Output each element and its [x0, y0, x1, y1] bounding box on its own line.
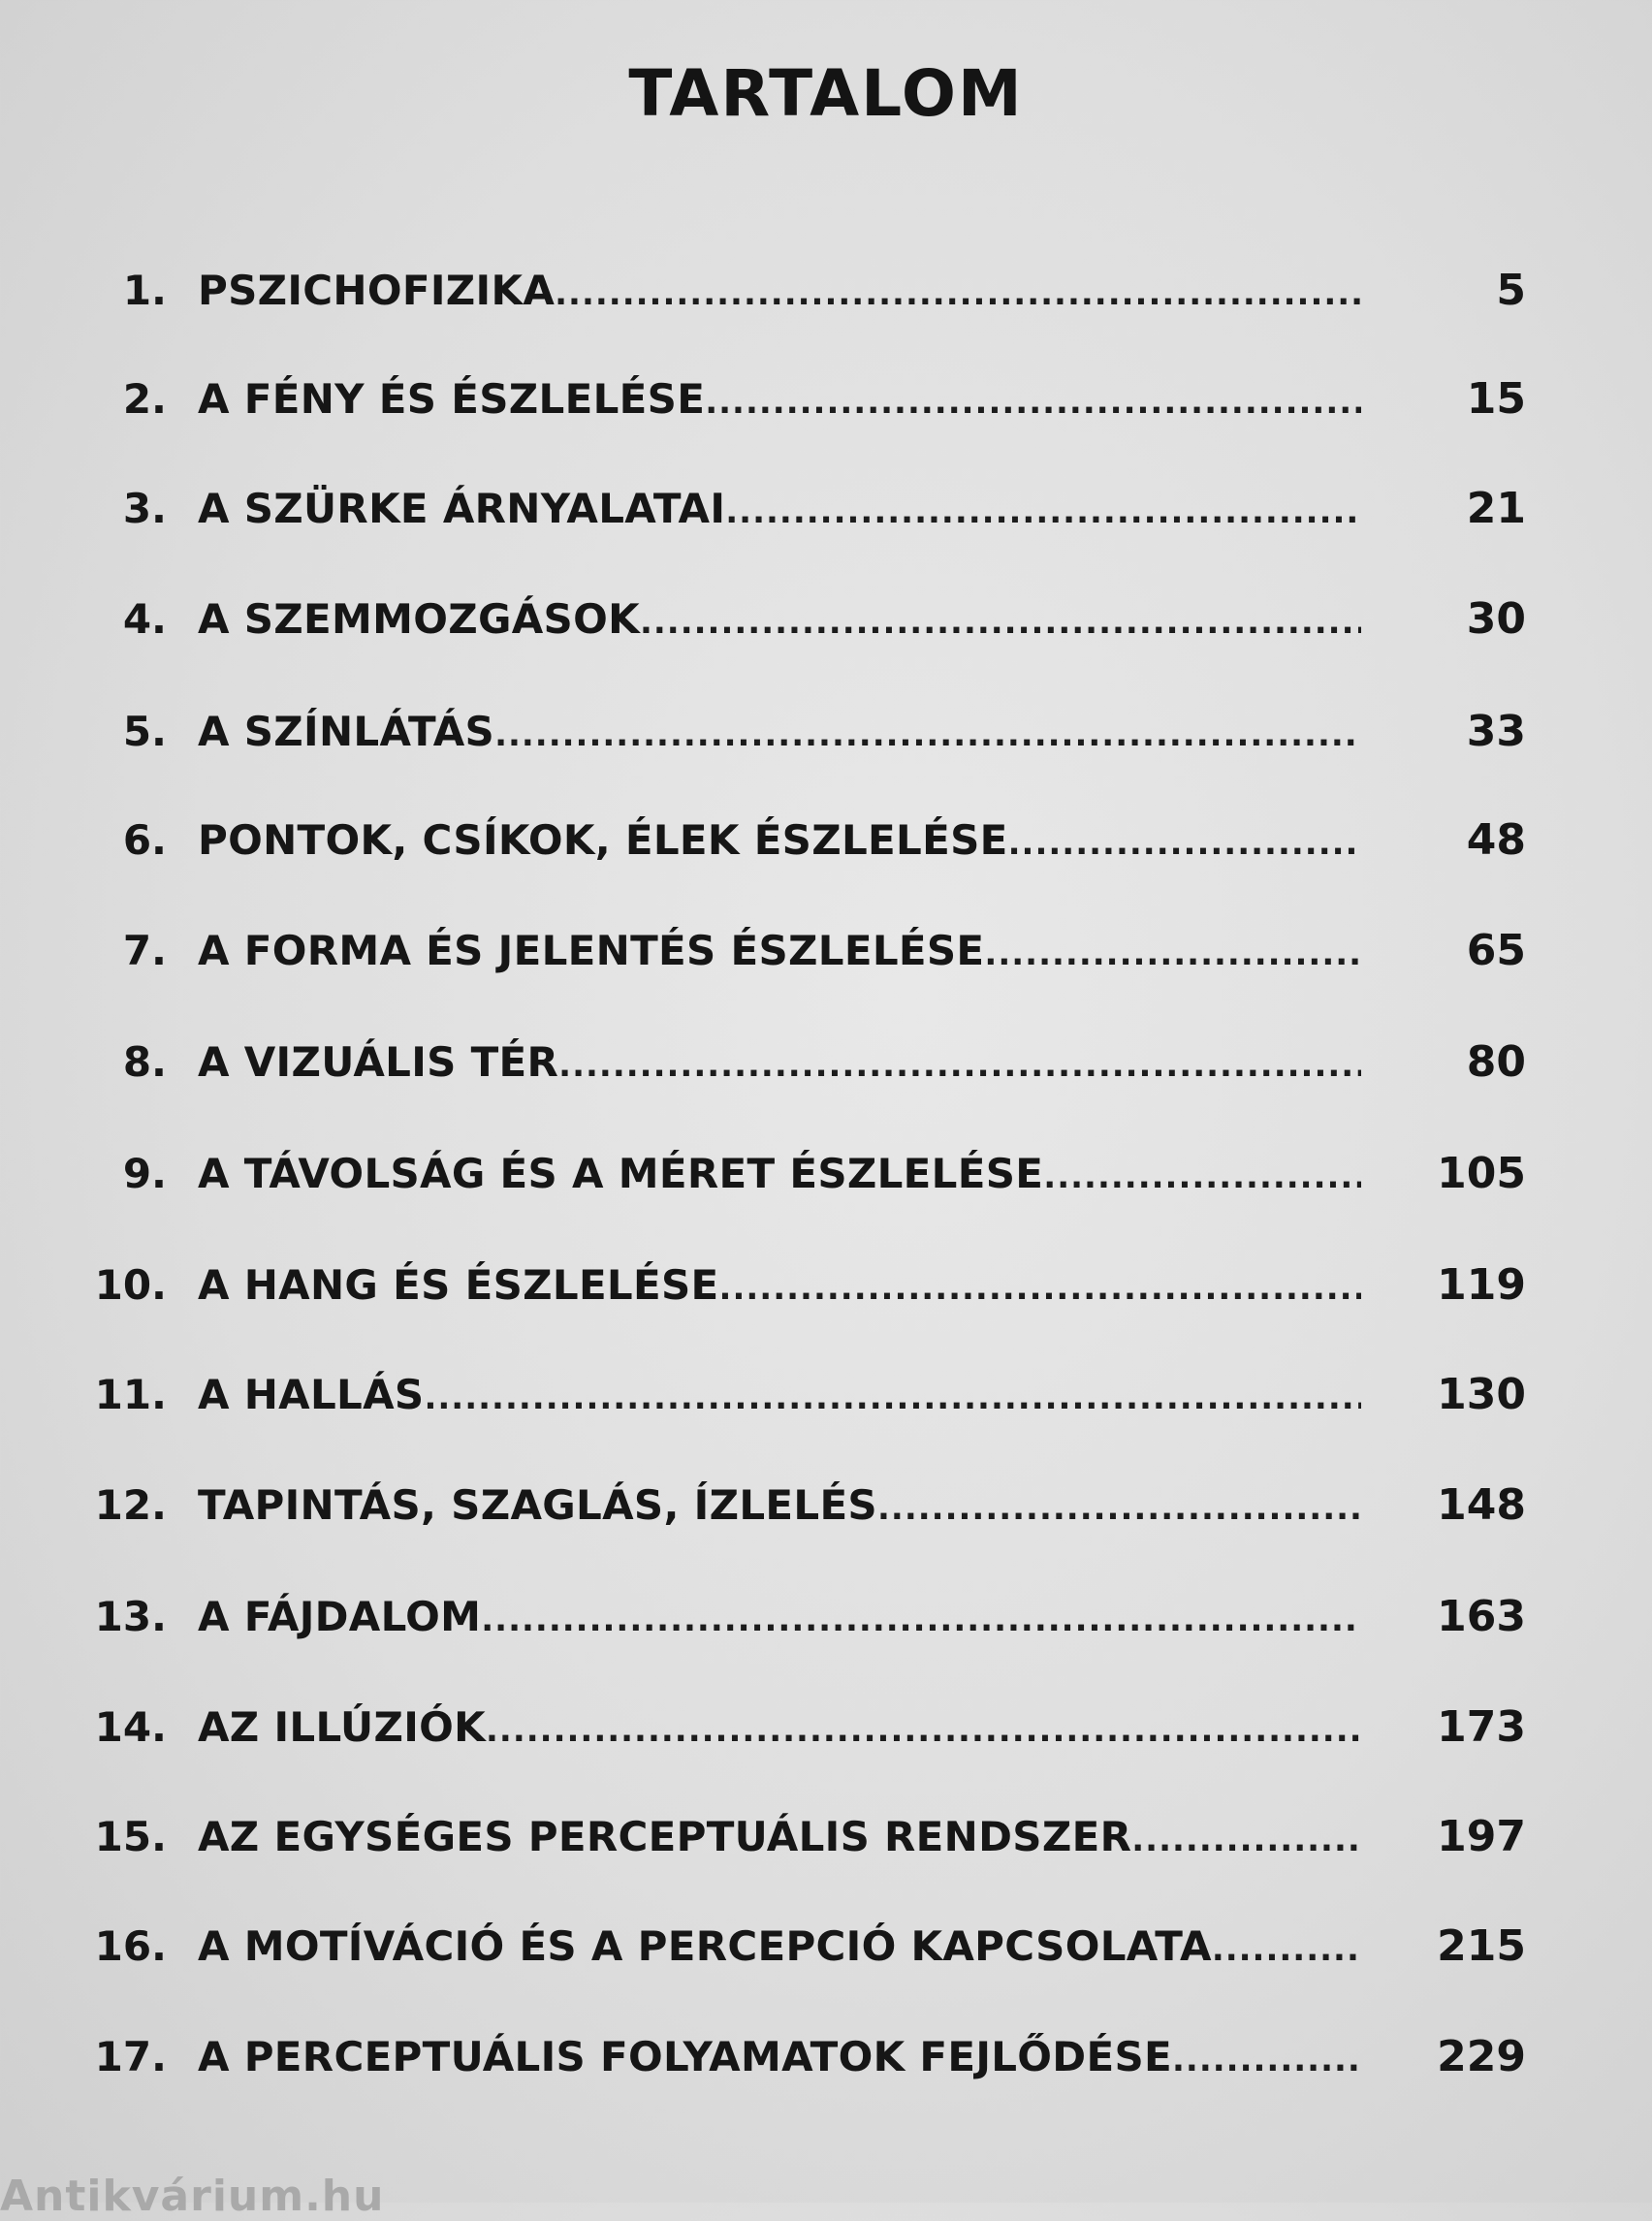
toc-entry-page: 5 — [1496, 266, 1526, 315]
toc-entry-number: 8. — [122, 1038, 167, 1086]
toc-entry-page: 163 — [1437, 1592, 1526, 1641]
toc-dot-leader — [705, 368, 1361, 433]
toc-entry-number: 14. — [94, 1703, 167, 1751]
toc-entry-title: A FORMA ÉS JELENTÉS ÉSZLELÉSE — [198, 927, 985, 974]
toc-dot-leader — [555, 260, 1361, 325]
toc-entry-title: A FÉNY ÉS ÉSZLELÉSE — [198, 375, 706, 423]
toc-dot-leader — [1008, 809, 1361, 874]
toc-entry-page: 80 — [1466, 1037, 1526, 1087]
toc-entry — [0, 257, 1652, 325]
toc-entry-page: 130 — [1437, 1370, 1526, 1419]
toc-entry-title: A TÁVOLSÁG ÉS A MÉRET ÉSZLELÉSE — [198, 1150, 1044, 1197]
toc-entry-page: 197 — [1437, 1812, 1526, 1861]
toc-entry-number: 9. — [122, 1150, 167, 1197]
toc-entry — [0, 1252, 1652, 1319]
toc-entry-number: 17. — [94, 2033, 167, 2080]
toc-entry-title: A MOTÍVÁCIÓ ÉS A PERCEPCIÓ KAPCSOLATA — [198, 1922, 1212, 1970]
toc-dot-leader — [984, 920, 1361, 985]
toc-entry-page: 48 — [1466, 815, 1526, 865]
toc-entry — [0, 2023, 1652, 2091]
toc-entry-title: PONTOK, CSÍKOK, ÉLEK ÉSZLELÉSE — [198, 816, 1008, 864]
toc-entry-page: 65 — [1466, 926, 1526, 975]
toc-entry-page: 215 — [1437, 1921, 1526, 1971]
toc-dot-leader — [494, 701, 1361, 766]
toc-entry — [0, 1029, 1652, 1096]
toc-entry — [0, 586, 1652, 653]
toc-entry — [0, 1583, 1652, 1651]
toc-entry — [0, 807, 1652, 874]
toc-entry-title: A SZÍNLÁTÁS — [198, 708, 495, 755]
toc-dot-leader — [877, 1475, 1361, 1539]
toc-entry — [0, 1361, 1652, 1429]
toc-entry-title: PSZICHOFIZIKA — [198, 267, 556, 314]
toc-entry-page: 33 — [1466, 707, 1526, 756]
toc-entry-number: 10. — [94, 1261, 167, 1309]
watermark: Antikvárium.hu — [0, 2172, 385, 2221]
toc-dot-leader — [640, 588, 1361, 653]
toc-entry-title: AZ ILLÚZIÓK — [198, 1703, 486, 1751]
toc-entry-number: 16. — [94, 1922, 167, 1970]
toc-entry-title: A HALLÁS — [198, 1371, 425, 1418]
toc-entry-number: 11. — [94, 1371, 167, 1418]
toc-entry-number: 12. — [94, 1481, 167, 1529]
toc-entry-page: 173 — [1437, 1702, 1526, 1752]
toc-dot-leader — [558, 1031, 1361, 1096]
toc-entry-number: 5. — [122, 708, 167, 755]
toc-entry — [0, 1803, 1652, 1871]
toc-entry-number: 3. — [122, 485, 167, 532]
toc-entry-title: A SZEMMOZGÁSOK — [198, 595, 640, 643]
page-title: TARTALOM — [628, 56, 1024, 131]
toc-entry — [0, 1140, 1652, 1208]
toc-entry — [0, 365, 1652, 433]
toc-entry-page: 148 — [1437, 1480, 1526, 1530]
toc-entry-page: 105 — [1437, 1149, 1526, 1198]
toc-entry — [0, 1694, 1652, 1761]
toc-entry-page: 30 — [1466, 594, 1526, 644]
toc-dot-leader — [486, 1697, 1361, 1761]
toc-entry-page: 21 — [1466, 484, 1526, 533]
toc-entry-title: A PERCEPTUÁLIS FOLYAMATOK FEJLŐDÉSE — [198, 2033, 1173, 2080]
toc-entry-number: 13. — [94, 1593, 167, 1640]
toc-entry-title: TAPINTÁS, SZAGLÁS, ÍZLELÉS — [198, 1481, 877, 1529]
toc-entry-number: 4. — [122, 595, 167, 643]
toc-entry — [0, 475, 1652, 543]
toc-entry-title: A FÁJDALOM — [198, 1593, 482, 1640]
toc-entry-number: 1. — [122, 267, 167, 314]
toc-dot-leader — [1172, 2026, 1361, 2091]
toc-dot-leader — [725, 478, 1361, 543]
toc-entry-number: 6. — [122, 816, 167, 864]
toc-dot-leader — [1043, 1143, 1361, 1208]
toc-entry — [0, 698, 1652, 766]
toc-dot-leader — [424, 1364, 1361, 1429]
toc-entry-number: 7. — [122, 927, 167, 974]
toc-entry-page: 229 — [1437, 2032, 1526, 2081]
toc-entry — [0, 1913, 1652, 1981]
toc-entry — [0, 1472, 1652, 1539]
toc-entry-page: 119 — [1437, 1260, 1526, 1310]
toc-entry — [0, 917, 1652, 985]
toc-entry-number: 2. — [122, 375, 167, 423]
toc-dot-leader — [1131, 1806, 1361, 1871]
toc-dot-leader — [481, 1586, 1361, 1651]
toc-entry-title: A VIZUÁLIS TÉR — [198, 1038, 559, 1086]
toc-entry-title: A HANG ÉS ÉSZLELÉSE — [198, 1261, 719, 1309]
toc-dot-leader — [719, 1254, 1361, 1319]
toc-entry-page: 15 — [1466, 374, 1526, 424]
toc-entry-title: AZ EGYSÉGES PERCEPTUÁLIS RENDSZER — [198, 1813, 1132, 1860]
toc-dot-leader — [1212, 1916, 1361, 1981]
toc-entry-number: 15. — [94, 1813, 167, 1860]
toc-entry-title: A SZÜRKE ÁRNYALATAI — [198, 485, 726, 532]
